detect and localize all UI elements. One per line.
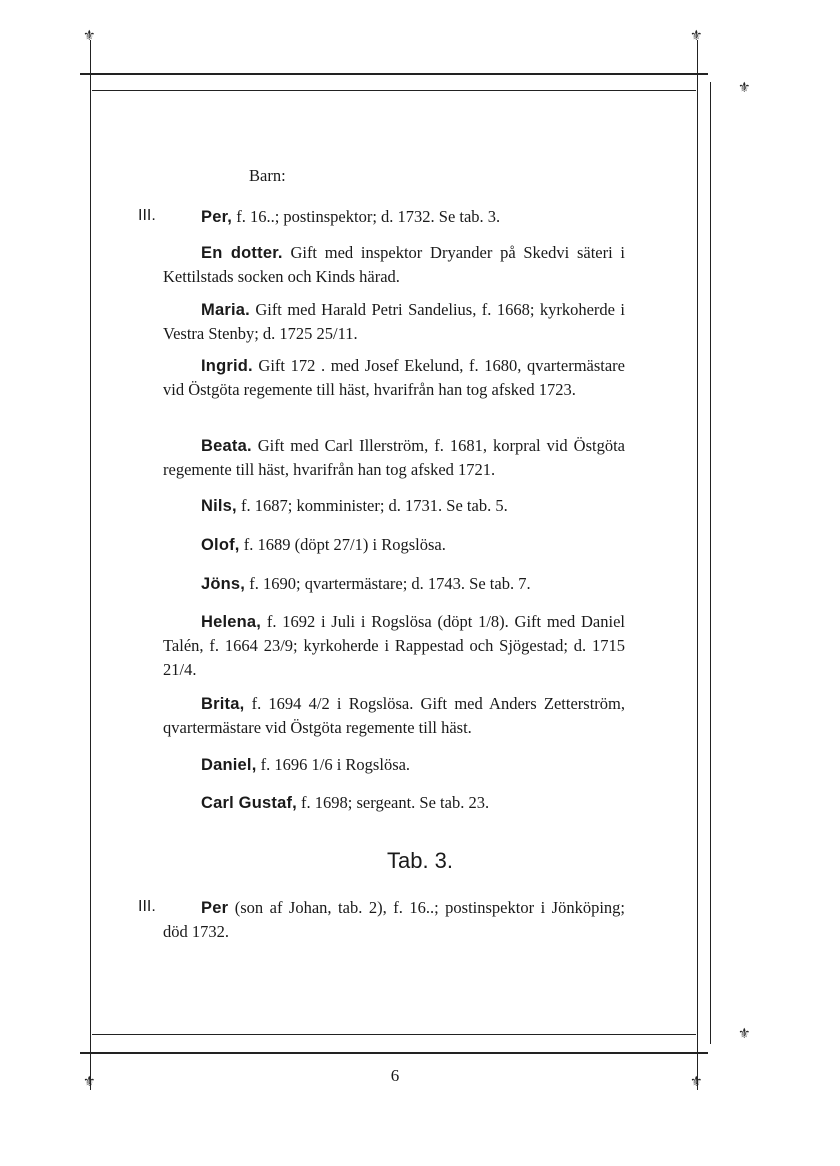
- corner-ornament-icon: ⚜: [690, 1075, 703, 1090]
- entry-name: Daniel,: [201, 756, 257, 774]
- entry-text: Gift med Harald Petri Sandelius, f. 1668; kyrkoherde i Vestra Stenby; d. 1725 25/11.: [163, 300, 625, 343]
- entry-text: (son af Johan, tab. 2), f. 16..; postinspektor i Jönköping; död 1732.: [163, 898, 625, 941]
- entry-name: Brita,: [201, 695, 245, 713]
- frame-top-rule: [80, 73, 708, 75]
- entry-name: Helena,: [201, 613, 262, 631]
- entry-daniel: [163, 753, 625, 777]
- entry-name: Maria.: [201, 301, 250, 319]
- entry-name: Nils,: [201, 497, 237, 515]
- entry-name: Per: [201, 899, 229, 917]
- frame-right-rule: [697, 40, 698, 1090]
- entry-text: f. 1698; sergeant. Se tab. 23.: [296, 793, 490, 812]
- entry-ingrid: [163, 354, 625, 402]
- entry-name: Olof,: [201, 536, 240, 554]
- side-ornament-icon: ⚜: [738, 81, 751, 96]
- entry-name: Per,: [201, 208, 233, 226]
- entry-en-dotter: [163, 241, 625, 289]
- entry-jons: [163, 572, 625, 596]
- entry-text: f. 1696 1/6 i Rogslösa.: [256, 755, 411, 774]
- frame-inner-top-rule: [92, 90, 696, 91]
- entry-text: f. 1687; komminister; d. 1731. Se tab. 5.: [236, 496, 508, 515]
- frame-bottom-rule: [80, 1052, 708, 1054]
- entry-name: Beata.: [201, 437, 252, 455]
- entry-text: f. 16..; postinspektor; d. 1732. Se tab. 3.: [232, 207, 501, 226]
- roman-mark: III.: [138, 207, 156, 224]
- entry-text: f. 1689 (döpt 27/1) i Rogslösa.: [239, 535, 446, 554]
- side-ornament-icon: ⚜: [738, 1027, 751, 1042]
- corner-ornament-icon: ⚜: [83, 1075, 96, 1090]
- entry-olof: [163, 533, 625, 557]
- entry-maria: [163, 298, 625, 346]
- entry-nils: [163, 494, 625, 518]
- frame-right-outer-rule: [710, 82, 711, 1044]
- entry-helena: [163, 610, 625, 682]
- frame-inner-bottom-rule: [92, 1034, 696, 1035]
- entry-per: [163, 205, 625, 229]
- entry-name: Carl Gustaf,: [201, 794, 297, 812]
- entry-text: f. 1692 i Juli i Rogslösa (döpt 1/8). Gift med Daniel Talén, f. 1664 23/9; kyrkoherde i Rappestad och Sjögestad; d. 1715 21/4.: [163, 612, 625, 679]
- entry-carl-gustaf: [163, 791, 625, 815]
- entry-text: Gift 172 . med Josef Ekelund, f. 1680, qvartermästare vid Östgöta regemente till häst, hvarifrån han tog afsked 1723.: [163, 356, 625, 399]
- entry-section-per: [163, 896, 625, 944]
- entry-brita: [163, 692, 625, 740]
- entry-text: Gift med Carl Illerström, f. 1681, korpral vid Östgöta regemente till häst, hvarifrån han tog afsked 1721.: [163, 436, 625, 479]
- entry-name: Ingrid.: [201, 357, 253, 375]
- entry-name: En dotter.: [201, 244, 283, 262]
- entry-name: Jöns,: [201, 575, 246, 593]
- section-heading: Tab. 3.: [386, 848, 454, 873]
- children-label: Barn:: [249, 166, 286, 185]
- entry-text: f. 1694 4/2 i Rogslösa. Gift med Anders Zetterström, qvartermästare vid Östgöta regemente till häst.: [163, 694, 625, 737]
- corner-ornament-icon: ⚜: [83, 29, 96, 44]
- corner-ornament-icon: ⚜: [690, 29, 703, 44]
- entry-beata: [163, 434, 625, 482]
- page-number: 6: [390, 1066, 400, 1085]
- entry-text: Gift med inspektor Dryander på Skedvi säteri i Kettilstads socken och Kinds härad.: [163, 243, 625, 286]
- entry-text: f. 1690; qvartermästare; d. 1743. Se tab. 7.: [245, 574, 531, 593]
- roman-mark: III.: [138, 898, 156, 915]
- frame-left-rule: [90, 40, 91, 1090]
